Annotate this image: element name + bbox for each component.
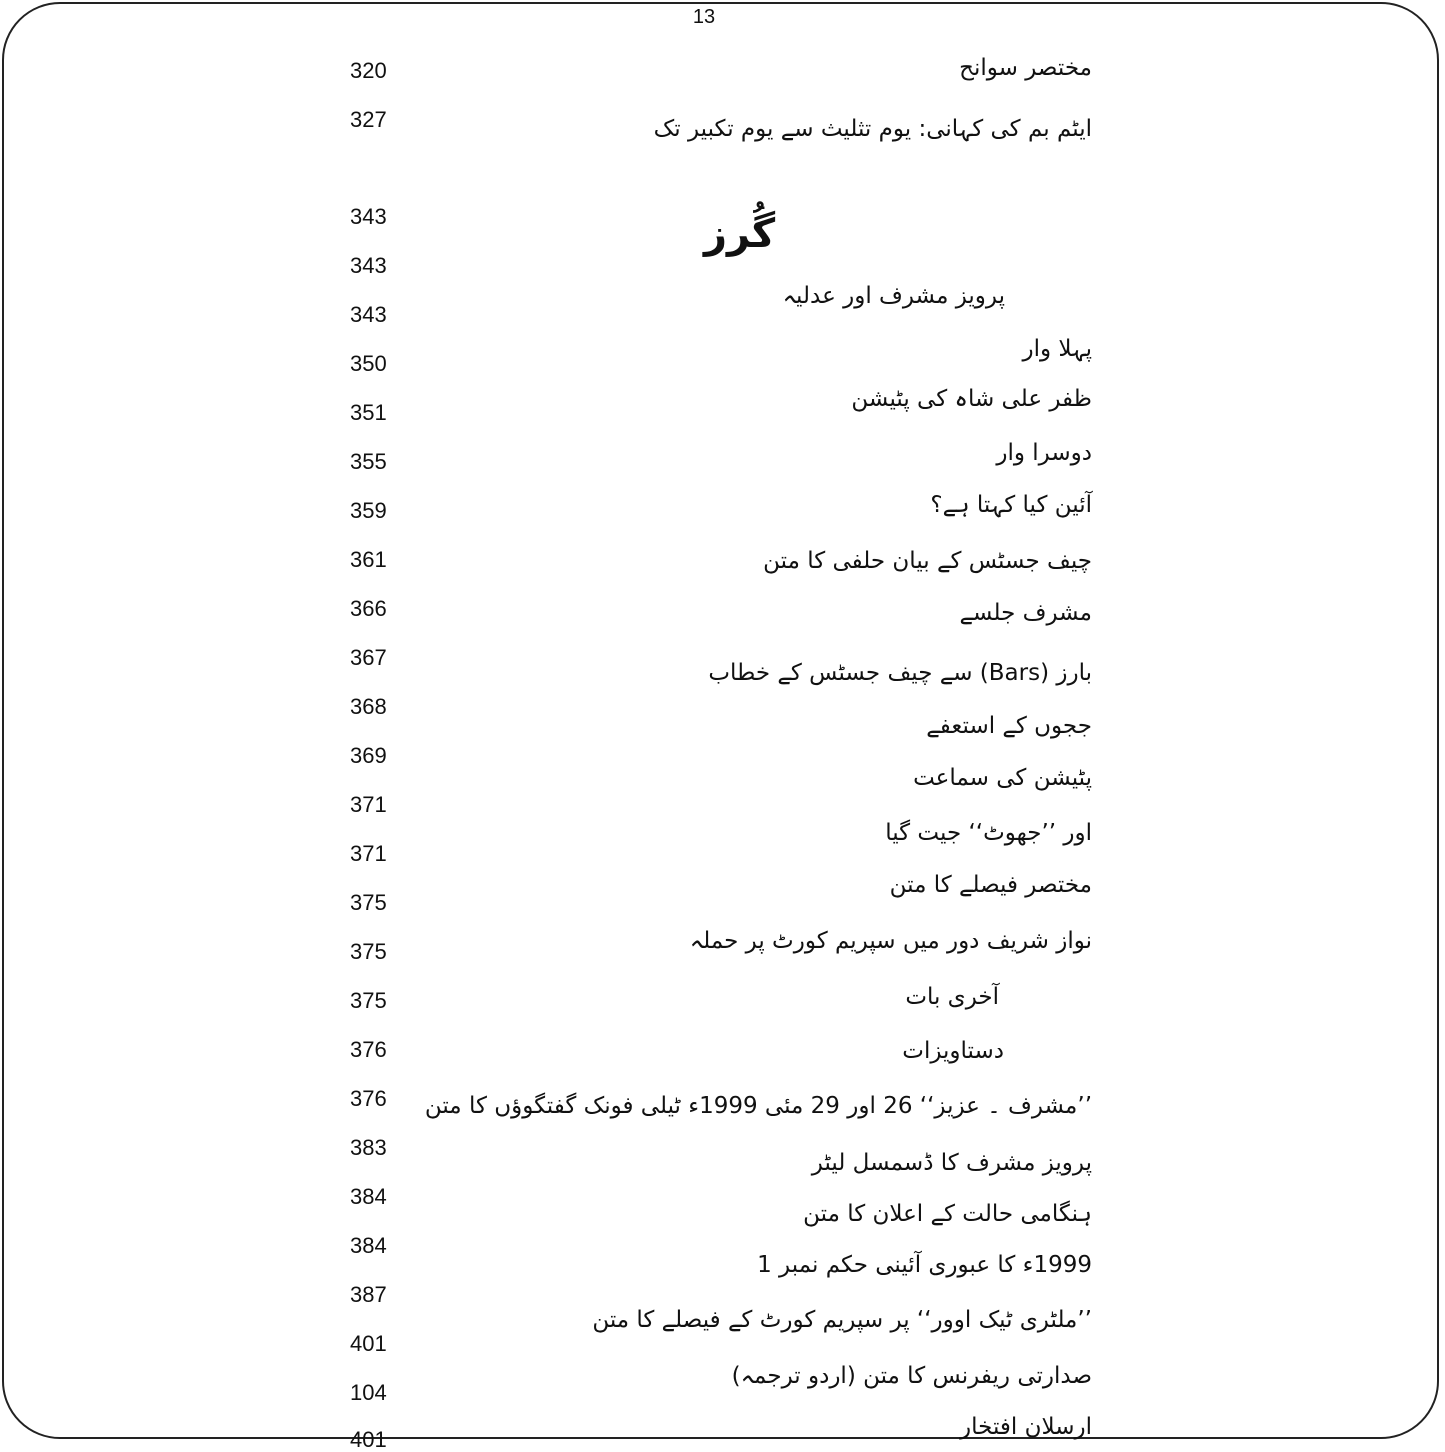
page-frame: [2, 2, 1439, 1452]
toc-title: ہنگامی حالت کے اعلان کا متن: [803, 1201, 1092, 1227]
toc-title: ’’مشرف ۔ عزیز‘‘ 26 اور 29 مئی 1999ء ٹیلی فونک گفتگوؤں کا متن: [424, 1093, 1092, 1119]
toc-title: پہلا وار: [1022, 336, 1092, 362]
toc-page-number: 384: [350, 1184, 387, 1209]
toc-title: پرویز مشرف اور عدلیہ: [782, 283, 1005, 309]
toc-title: آئین کیا کہتا ہے؟: [930, 492, 1092, 518]
toc-title: ججوں کے استعفے: [926, 713, 1092, 739]
toc-page-number: 359: [350, 498, 387, 523]
toc-title: دستاویزات: [902, 1038, 1004, 1064]
toc-title: صدارتی ریفرنس کا متن (اردو ترجمہ): [731, 1363, 1092, 1389]
toc-page-number: 355: [350, 449, 387, 474]
toc-page-number: 384: [350, 1233, 387, 1258]
toc-page-number: 376: [350, 1086, 387, 1111]
toc-title: ایٹم بم کی کہانی: یوم تثلیث سے یوم تکبیر تک: [653, 116, 1092, 142]
toc-page-number: 343: [350, 302, 387, 327]
toc-page-number: 369: [350, 743, 387, 768]
toc-title: مختصر سوانح: [959, 55, 1092, 81]
toc-title: مشرف جلسے: [959, 600, 1092, 626]
toc-title: 1999ء کا عبوری آئینی حکم نمبر 1: [757, 1252, 1092, 1278]
toc-page-number: 327: [350, 107, 387, 132]
toc-page-number: 350: [350, 351, 387, 376]
toc-page-number: 376: [350, 1037, 387, 1062]
toc-page-number: 401: [350, 1331, 387, 1356]
toc-title: آخری بات: [905, 984, 999, 1010]
toc-title: بارز (Bars) سے چیف جسٹس کے خطاب: [708, 660, 1092, 686]
toc-page-number: 371: [350, 841, 387, 866]
toc-page-number: 375: [350, 939, 387, 964]
toc-page-number: 371: [350, 792, 387, 817]
toc-page-number: 387: [350, 1282, 387, 1307]
section-heading: گُرز: [704, 211, 776, 257]
toc-page-number: 343: [350, 253, 387, 278]
page-number: 13: [692, 6, 716, 28]
toc-title: مختصر فیصلے کا متن: [889, 872, 1092, 898]
toc-title: دوسرا وار: [996, 440, 1092, 466]
toc-page-number: 361: [350, 547, 387, 572]
toc-page-number: 351: [350, 400, 387, 425]
toc-title: نواز شریف دور میں سپریم کورٹ پر حملہ: [689, 928, 1092, 954]
toc-page-number: 375: [350, 988, 387, 1013]
toc-title: ’’ملٹری ٹیک اوور‘‘ پر سپریم کورٹ کے فیصلے کا متن: [592, 1307, 1092, 1333]
toc-title: اور ’’جھوٹ‘‘ جیت گیا: [885, 820, 1092, 846]
toc-page-number: 343: [350, 204, 387, 229]
toc-title: پرویز مشرف کا ڈسمسل لیٹر: [811, 1150, 1092, 1176]
toc-page-number: 320: [350, 58, 387, 83]
toc-page-number: 368: [350, 694, 387, 719]
toc-page-number: 366: [350, 596, 387, 621]
toc-title: ظفر علی شاہ کی پٹیشن: [851, 386, 1092, 412]
toc-page-number: 383: [350, 1135, 387, 1160]
toc-page-number: 401: [350, 1427, 387, 1452]
toc-page-number: 367: [350, 645, 387, 670]
toc-title: چیف جسٹس کے بیان حلفی کا متن: [763, 548, 1092, 574]
toc-title: ارسلان افتخار: [960, 1414, 1092, 1440]
toc-page-number: 375: [350, 890, 387, 915]
toc-title: پٹیشن کی سماعت: [913, 765, 1092, 791]
toc-page-number: 104: [350, 1380, 387, 1405]
